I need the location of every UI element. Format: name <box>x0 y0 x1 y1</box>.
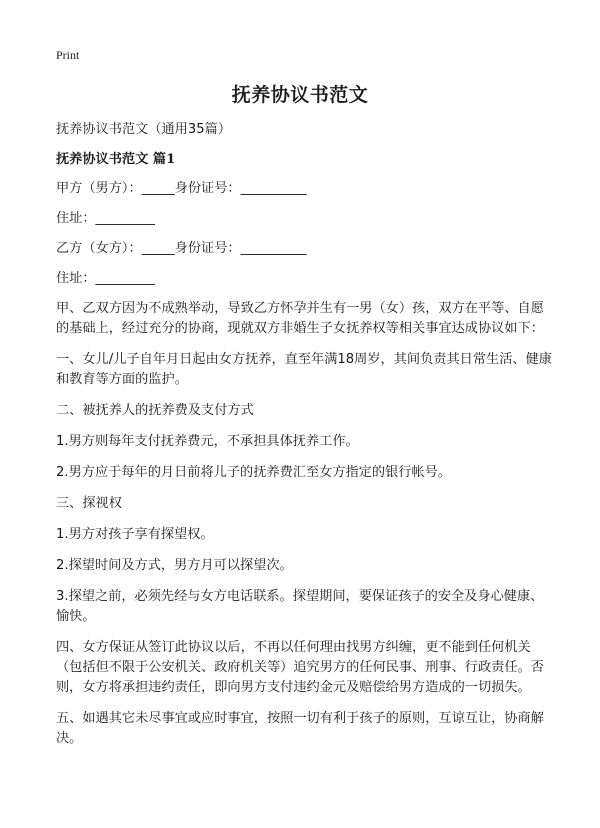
print-link[interactable]: Print <box>56 48 80 62</box>
document-body <box>56 120 552 760</box>
party-b-line: 乙方（女方）：_____身份证号：__________ <box>56 241 307 256</box>
party-b-address-line: 住址：_________ <box>56 271 155 286</box>
clause-3-heading: 三、探视权 <box>56 496 122 511</box>
clause-2-item-2: 2.男方应于每年的月日前将儿子的抚养费汇至女方指定的银行帐号。 <box>56 465 452 480</box>
document-subtitle: 抚养协议书范文（通用35篇） <box>56 122 232 137</box>
clause-3-item-1: 1.男方对孩子享有探望权。 <box>56 527 214 542</box>
clause-2-heading: 二、被抚养人的抚养费及支付方式 <box>56 403 254 418</box>
party-a-line: 甲方（男方）：_____身份证号：__________ <box>56 181 307 196</box>
clause-3-item-2: 2.探望时间及方式，男方月可以探望次。 <box>56 558 293 573</box>
intro-paragraph: 甲、乙双方因为不成熟举动，导致乙方怀孕并生有一男（女）孩，双方在平等、自愿的基础上，经过充分的协商，现就双方非婚生子女抚养权等相关事宜达成协议如下： <box>56 301 544 336</box>
section-heading: 抚养协议书范文 篇1 <box>56 152 176 167</box>
clause-2-item-1: 1.男方则每年支付抚养费元，不承担具体抚养工作。 <box>56 434 359 449</box>
party-a-address-line: 住址：_________ <box>56 211 155 226</box>
clause-1-paragraph: 一、女儿/儿子自年月日起由女方抚养，直至年满18周岁，其间负责其日常生活、健康和教育等方面的监护。 <box>56 352 552 387</box>
clause-4-paragraph: 四、女方保证从签订此协议以后，不再以任何理由找男方纠缠，更不能到任何机关（包括但不限于公安机关、政府机关等）追究男方的任何民事、刑事、行政责任。否则，女方将承担违约责任，即向男方支付违约金元及赔偿给男方造成的一切损失。 <box>56 640 544 695</box>
document-title: 抚养协议书范文 <box>231 84 369 106</box>
clause-3-item-3: 3.探望之前，必须先经与女方电话联系。探望期间，要保证孩子的安全及身心健康、愉快。 <box>56 589 544 624</box>
clause-5-paragraph: 五、如遇其它未尽事宜或应时事宜，按照一切有利于孩子的原则，互谅互让，协商解决。 <box>56 711 544 746</box>
